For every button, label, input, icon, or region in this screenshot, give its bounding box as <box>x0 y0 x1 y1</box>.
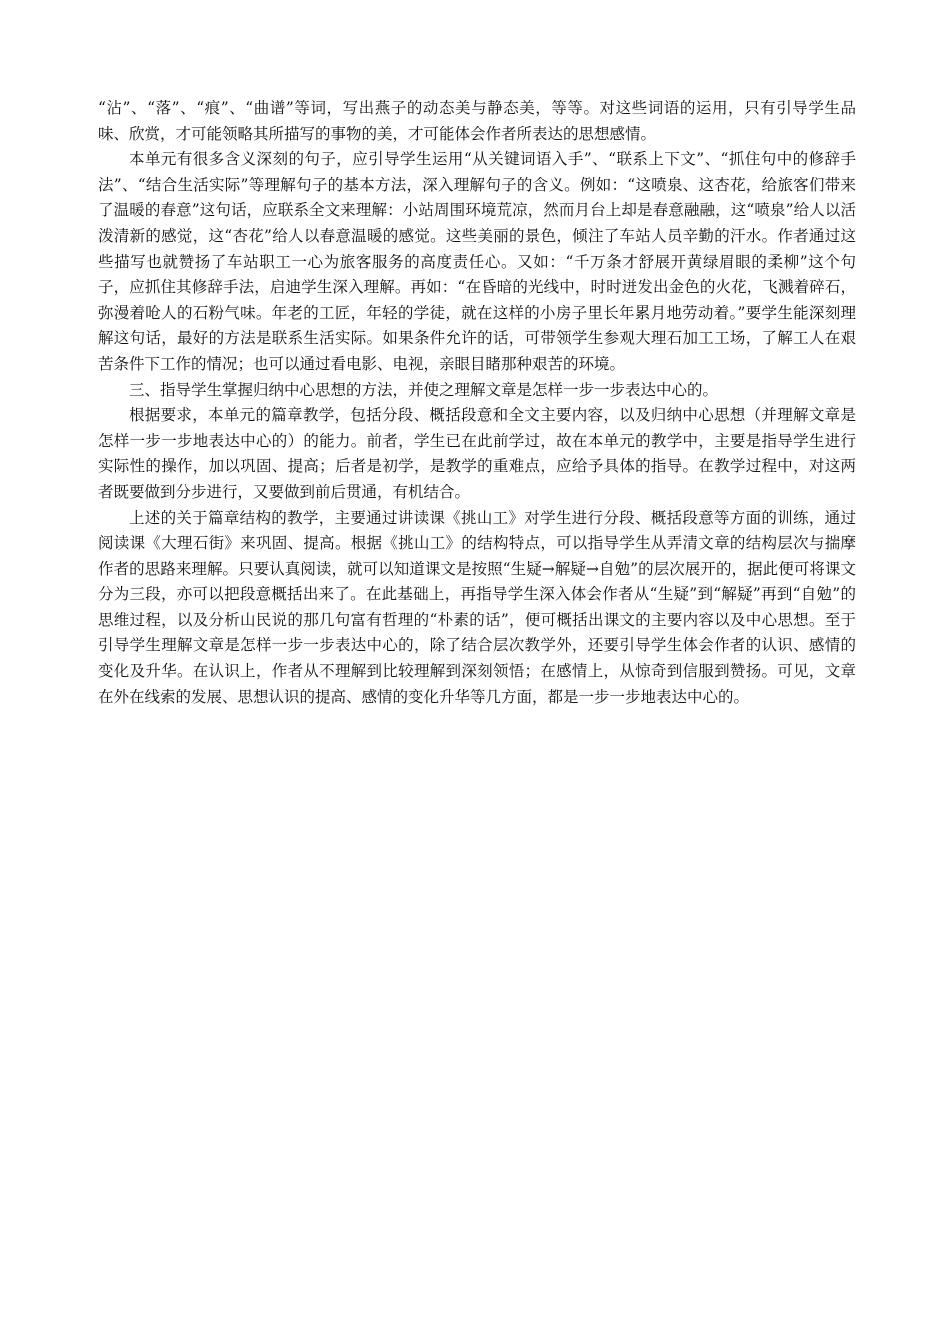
paragraph-1: “沾”、“落”、“痕”、“曲谱”等词，写出燕子的动态美与静态美，等等。对这些词语的运用，只有引导学生品味、欣赏，才可能领略其所描写的事物的美，才可能体会作者所表达的思想感情。 <box>98 99 856 143</box>
document-body <box>98 96 856 710</box>
paragraph-3-heading: 三、指导学生掌握归纳中心思想的方法，并使之理解文章是怎样一步一步表达中心的。 <box>129 380 719 399</box>
paragraph-5: 上述的关于篇章结构的教学，主要通过讲读课《挑山工》对学生进行分段、概括段意等方面的训练，通过阅读课《大理石街》来巩固、提高。根据《挑山工》的结构特点，可以指导学生从弄清文章的结构层次与揣摩作者的思路来理解。只要认真阅读，就可以知道课文是按照“生疑→解疑→自勉”的层次展开的，据此便可将课文分为三段，亦可以把段意概括出来了。在此基础上，再指导学生深入体会作者从“生疑”到“解疑”再到“自勉”的思维过程，以及分析山民说的那几句富有哲理的“朴素的话”，便可概括出课文的主要内容以及中心思想。至于引导学生理解文章是怎样一步一步表达中心的，除了结合层次教学外，还要引导学生体会作者的认识、感情的变化及升华。在认识上，作者从不理解到比较理解到深刻领悟；在感情上，从惊奇到信服到赞扬。可见，文章在外在线索的发展、思想认识的提高、感情的变化升华等几方面，都是一步一步地表达中心的。 <box>98 508 856 706</box>
paragraph-4: 根据要求，本单元的篇章教学，包括分段、概括段意和全文主要内容，以及归纳中心思想（并理解文章是怎样一步一步地表达中心的）的能力。前者，学生已在此前学过，故在本单元的教学中，主要是指导学生进行实际性的操作，加以巩固、提高；后者是初学，是教学的重难点，应给予具体的指导。在教学过程中，对这两者既要做到分步进行，又要做到前后贯通，有机结合。 <box>98 406 856 501</box>
paragraph-2: 本单元有很多含义深刻的句子，应引导学生运用“从关键词语入手”、“联系上下文”、“抓住句中的修辞手法”、“结合生活实际”等理解句子的基本方法，深入理解句子的含义。例如：“这喷泉、这杏花，给旅客们带来了温暖的春意”这句话，应联系全文来理解：小站周围环境荒凉，然而月台上却是春意融融，这“喷泉”给人以活泼清新的感觉，这“杏花”给人以春意温暖的感觉。这些美丽的景色，倾注了车站人员辛勤的汗水。作者通过这些描写也就赞扬了车站职工一心为旅客服务的高度责任心。又如：“千万条才舒展开黄绿眉眼的柔柳”这个句子，应抓住其修辞手法，启迪学生深入理解。再如：“在昏暗的光线中，时时迸发出金色的火花，飞溅着碎石，弥漫着呛人的石粉气味。年老的工匠，年轻的学徒，就在这样的小房子里长年累月地劳动着。”要学生能深刻理解这句话，最好的方法是联系生活实际。如果条件允许的话，可带领学生参观大理石加工工场，了解工人在艰苦条件下工作的情况；也可以通过看电影、电视，亲眼目睹那种艰苦的环境。 <box>98 150 856 373</box>
